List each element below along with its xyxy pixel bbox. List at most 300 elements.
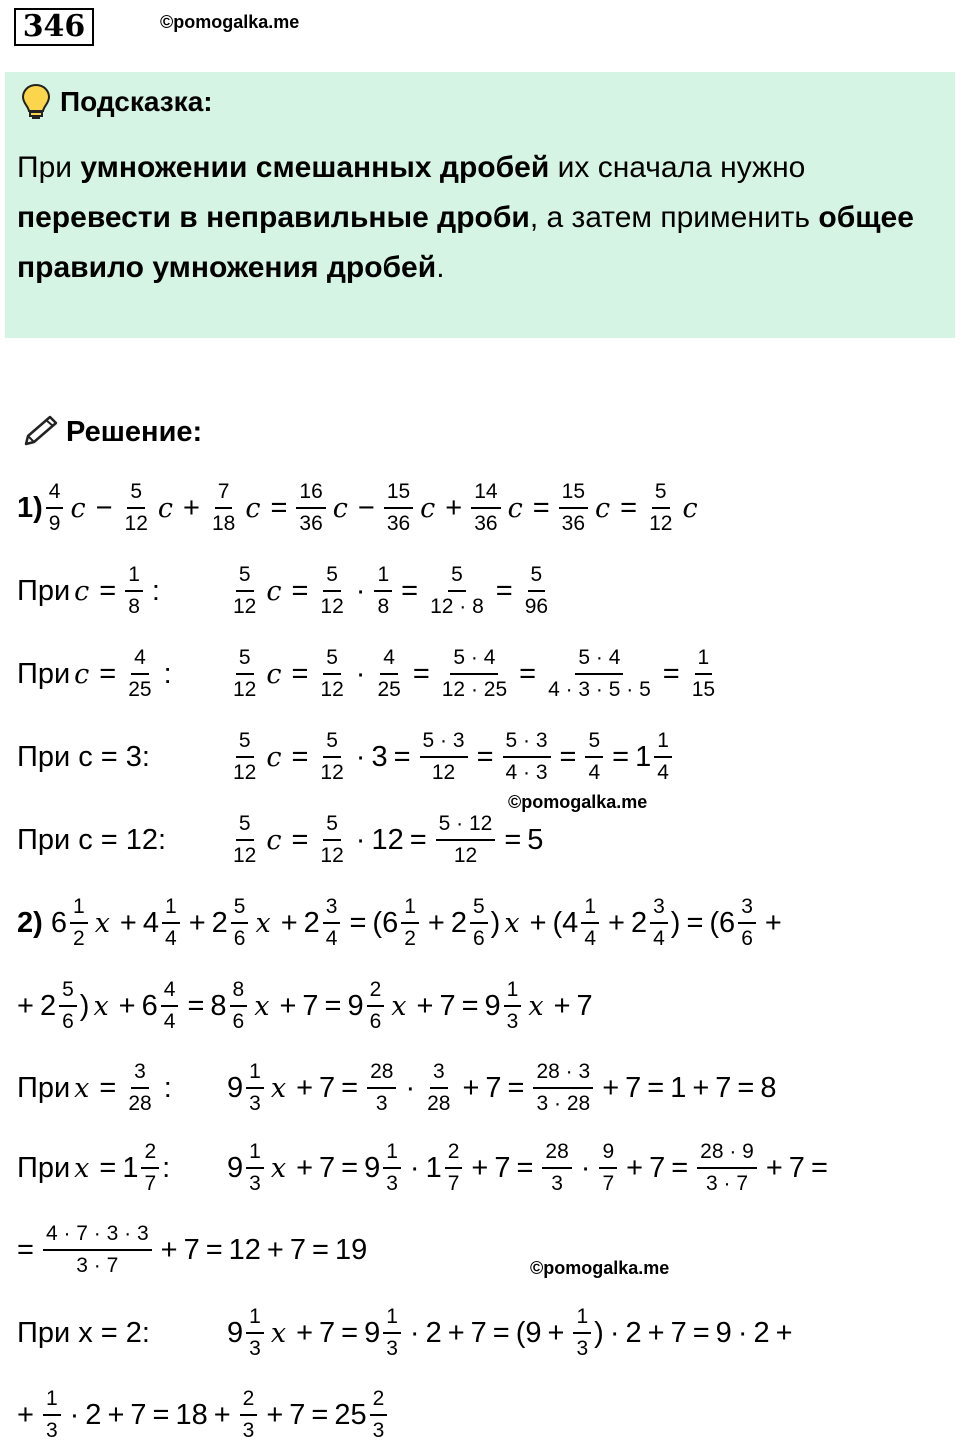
operator: +: [183, 491, 200, 524]
numerator: 28: [367, 1060, 396, 1089]
math-token: 8: [210, 989, 227, 1022]
fraction: [439, 646, 510, 702]
number: 5: [527, 823, 544, 856]
fraction: [503, 729, 551, 785]
variable: x: [391, 990, 407, 1022]
math-token: 7: [715, 1071, 732, 1104]
denominator: 12: [320, 844, 344, 867]
pri-label: При: [17, 740, 71, 773]
math-token: 18: [175, 1398, 208, 1431]
numerator: 28 · 9: [697, 1140, 757, 1169]
operator: =: [270, 491, 288, 524]
numerator: 1: [695, 646, 713, 675]
operator: =: [311, 1398, 329, 1431]
operator: =: [559, 740, 577, 773]
watermark: ©pomogalka.me: [508, 792, 648, 812]
math-token: 6: [141, 989, 158, 1022]
operator: ·: [405, 1071, 416, 1104]
variable: c: [595, 492, 611, 524]
fraction: [504, 978, 522, 1034]
denominator: 4: [584, 927, 596, 950]
math-token: 4: [142, 906, 159, 939]
math-line-c-1-8: [17, 556, 917, 626]
hint-title-text: Подсказка:: [60, 86, 213, 117]
denominator: 3: [551, 1172, 563, 1195]
fraction: [317, 646, 346, 702]
fraction: [581, 895, 599, 951]
numerator: 5 · 12: [436, 812, 496, 841]
denominator: 25: [128, 678, 152, 701]
numerator: 2: [370, 1387, 388, 1416]
denominator: 12: [233, 761, 257, 784]
numerator: 1: [246, 1140, 264, 1169]
expression: [227, 1133, 834, 1203]
fraction: [436, 812, 496, 868]
variable: x: [254, 990, 270, 1022]
math-token: 7: [439, 989, 456, 1022]
denominator: 36: [474, 512, 498, 535]
denominator: 12: [320, 595, 344, 618]
fraction: [383, 1140, 401, 1196]
math-token: 8: [760, 1071, 777, 1104]
math-token: 7: [494, 1151, 511, 1184]
denominator: 25: [377, 678, 401, 701]
fraction: [522, 563, 551, 619]
operator: :: [163, 657, 172, 690]
denominator: 3: [576, 1337, 589, 1360]
numerator: 1: [162, 895, 180, 924]
fraction: [122, 480, 151, 536]
operator: =: [495, 574, 513, 607]
math-token: 9: [227, 1316, 244, 1349]
math-token: (: [372, 906, 383, 939]
numerator: 2: [240, 1387, 258, 1416]
fraction: [383, 1305, 401, 1361]
math-token: 9: [227, 1151, 244, 1184]
fraction: [374, 563, 392, 619]
hint-bold: общее правило умножения дробей: [17, 201, 914, 284]
operator: =: [612, 740, 630, 773]
operator: =: [341, 1151, 359, 1184]
numerator: 28: [542, 1140, 571, 1169]
math-token: 1: [425, 1151, 442, 1184]
part-label: 2): [17, 906, 43, 939]
operator: +: [692, 1071, 710, 1104]
operator: =: [647, 1071, 665, 1104]
operator: +: [416, 989, 434, 1022]
math-token: 7: [485, 1071, 502, 1104]
denominator: 4: [165, 927, 177, 950]
math-token: (: [552, 906, 563, 939]
math-line-x-1-2-7-cont: [17, 1215, 367, 1285]
watermark: ©pomogalka.me: [160, 12, 300, 32]
numerator: 9: [599, 1140, 617, 1169]
numerator: 5: [323, 563, 341, 592]
math-token: :: [162, 1151, 171, 1184]
numerator: 15: [384, 480, 413, 509]
expression: [227, 639, 721, 709]
denominator: 12: [649, 512, 673, 535]
numerator: 2: [141, 1140, 159, 1169]
fraction: [230, 812, 259, 868]
math-line-c-12: [17, 805, 917, 875]
expression: [227, 556, 554, 626]
hint-text-part: , а затем применить: [529, 201, 819, 234]
fraction: [70, 895, 88, 951]
operator: =: [393, 740, 411, 773]
denominator: 3: [249, 1092, 261, 1115]
operator: =: [620, 491, 638, 524]
fraction: [162, 895, 180, 951]
fraction: [59, 978, 77, 1034]
denominator: 3: [242, 1419, 255, 1442]
operator: :: [163, 1071, 172, 1104]
variable: x: [74, 1152, 90, 1184]
numerator: 5: [236, 563, 254, 592]
operator: =: [810, 1151, 828, 1184]
numerator: 5 · 4: [450, 646, 498, 675]
fraction: [240, 1387, 258, 1443]
fraction: [43, 1222, 152, 1278]
math-token: 7: [319, 1316, 336, 1349]
operator: =: [99, 574, 117, 607]
math-token: 1: [122, 1151, 139, 1184]
denominator: 12: [233, 844, 257, 867]
fraction: [46, 480, 64, 536]
operator: ·: [355, 574, 366, 607]
variable: c: [682, 492, 698, 524]
number: 1: [635, 740, 652, 773]
variable: x: [270, 1152, 287, 1184]
expression: [227, 1053, 777, 1123]
variable: c: [507, 492, 523, 524]
math-token: 6: [50, 906, 67, 939]
fraction: [738, 895, 756, 951]
numerator: 28 · 3: [533, 1060, 593, 1089]
fraction: [317, 563, 346, 619]
operator: +: [553, 989, 571, 1022]
operator: :: [151, 574, 160, 607]
operator: +: [775, 1316, 793, 1349]
number: 12: [371, 823, 404, 856]
fraction: [161, 978, 179, 1034]
numerator: 4: [131, 646, 149, 675]
math-line-c-4-25: [17, 639, 917, 709]
operator: =: [99, 1151, 117, 1184]
fraction: [209, 480, 238, 536]
math-token: ): [594, 1316, 604, 1349]
operator: =: [291, 657, 309, 690]
fraction: [646, 480, 675, 536]
denominator: 3 · 7: [76, 1254, 119, 1277]
hint-bold: перевести в неправильные дроби: [17, 201, 530, 234]
variable: x: [74, 1072, 90, 1104]
fraction: [542, 1140, 571, 1196]
variable: c: [266, 658, 282, 690]
operator: =: [671, 1151, 689, 1184]
math-token: 2: [425, 1316, 442, 1349]
numerator: 5: [448, 563, 466, 592]
math-token: ): [490, 906, 501, 939]
numerator: 1: [654, 729, 672, 758]
math-token: 2: [211, 906, 228, 939]
operator: +: [296, 1316, 313, 1349]
operator: +: [296, 1151, 313, 1184]
operator: ·: [737, 1316, 748, 1349]
math-token: 9: [347, 989, 364, 1022]
pri-label: При: [17, 574, 71, 607]
numerator: 2: [445, 1140, 463, 1169]
numerator: 1: [43, 1387, 61, 1416]
operator: =: [99, 657, 117, 690]
fraction: [246, 1140, 264, 1196]
operator: −: [357, 491, 375, 524]
number: 3: [371, 740, 388, 773]
operator: =: [461, 989, 479, 1022]
math-token: 6: [719, 906, 736, 939]
numerator: 1: [246, 1060, 264, 1089]
math-token: 6: [382, 906, 399, 939]
denominator: 36: [561, 512, 586, 535]
numerator: 5: [323, 812, 341, 841]
operator: =: [401, 574, 419, 607]
math-line-x-3-28: [17, 1053, 917, 1123]
operator: =: [291, 823, 309, 856]
hint-text-part: .: [436, 251, 445, 284]
math-token: 2: [450, 906, 467, 939]
fraction: [317, 812, 346, 868]
denominator: 2: [73, 927, 85, 950]
numerator: 3: [650, 895, 668, 924]
fraction: [125, 563, 143, 619]
denominator: 4: [325, 927, 338, 950]
operator: +: [296, 1071, 313, 1104]
operator: +: [279, 989, 297, 1022]
math-token: 9: [364, 1316, 381, 1349]
math-line-1: [17, 473, 702, 543]
fraction: [599, 1140, 617, 1196]
fraction: [230, 563, 259, 619]
fraction: [471, 480, 500, 536]
numerator: 5 · 3: [420, 729, 468, 758]
hint-text-part: При: [17, 151, 81, 184]
variable: c: [266, 741, 282, 773]
operator: =: [349, 906, 367, 939]
operator: −: [95, 491, 113, 524]
operator: +: [160, 1233, 178, 1266]
denominator: 18: [211, 512, 236, 535]
fraction: [230, 978, 248, 1034]
math-token: 9: [364, 1151, 381, 1184]
fraction: [296, 480, 325, 536]
denominator: 12: [233, 678, 257, 701]
numerator: 8: [230, 978, 248, 1007]
fraction: [370, 1387, 388, 1443]
operator: +: [17, 1398, 34, 1431]
denominator: 3: [506, 1010, 519, 1033]
operator: +: [213, 1398, 231, 1431]
operator: ·: [609, 1316, 620, 1349]
operator: =: [519, 657, 537, 690]
numerator: 2: [367, 978, 385, 1007]
operator: ·: [409, 1316, 420, 1349]
numerator: 5: [231, 895, 249, 924]
operator: +: [647, 1316, 665, 1349]
variable: c: [420, 492, 436, 524]
math-token: 2: [85, 1398, 102, 1431]
math-token: 7: [183, 1233, 200, 1266]
operator: +: [427, 906, 445, 939]
numerator: 14: [471, 480, 500, 509]
numerator: 1: [504, 978, 522, 1007]
numerator: 5: [585, 729, 603, 758]
fraction: [654, 729, 672, 785]
math-token: (: [515, 1316, 526, 1349]
denominator: 12: [453, 844, 478, 867]
math-token: 2: [753, 1316, 770, 1349]
solution-title-text: Решение:: [66, 415, 203, 448]
numerator: 4 · 7 · 3 · 3: [43, 1222, 152, 1251]
variable: c: [332, 492, 348, 524]
math-token: 9: [484, 989, 501, 1022]
math-line-2a: [17, 888, 788, 958]
operator: =: [187, 989, 205, 1022]
fraction: [559, 480, 588, 536]
numerator: 1: [383, 1140, 401, 1169]
numerator: 5: [236, 646, 254, 675]
variable: x: [270, 1317, 287, 1349]
math-token: 12: [228, 1233, 261, 1266]
math-token: ): [670, 906, 681, 939]
math-token: 7: [319, 1151, 336, 1184]
fraction: [650, 895, 668, 951]
variable: x: [270, 1072, 287, 1104]
denominator: 8: [377, 595, 390, 618]
variable: x: [504, 907, 520, 939]
math-token: 9: [715, 1316, 732, 1349]
fraction: [246, 1060, 264, 1116]
hint-bold: умножении смешанных дробей: [80, 151, 550, 184]
operator: =: [291, 574, 309, 607]
operator: +: [445, 491, 463, 524]
numerator: 5: [127, 480, 145, 509]
math-token: 2: [39, 989, 57, 1022]
fraction: [697, 1140, 757, 1196]
operator: =: [152, 1398, 170, 1431]
fraction: [689, 646, 718, 702]
math-token: 19: [334, 1233, 368, 1266]
numerator: 5: [323, 729, 341, 758]
numerator: 5 · 4: [575, 646, 623, 675]
math-token: 7: [649, 1151, 666, 1184]
math-token: 7: [319, 1071, 336, 1104]
math-line-2b: [17, 971, 593, 1041]
denominator: 15: [691, 678, 716, 701]
pencil-icon: [20, 414, 60, 450]
numerator: 1: [401, 895, 419, 924]
numerator: 1: [70, 895, 88, 924]
numerator: 7: [215, 480, 233, 509]
denominator: 6: [62, 1010, 74, 1033]
denominator: 12: [320, 761, 344, 784]
denominator: 9: [48, 512, 61, 535]
task-number: 346: [14, 8, 94, 46]
operator: +: [471, 1151, 489, 1184]
denominator: 28: [128, 1092, 152, 1115]
math-token: 7: [576, 989, 593, 1022]
math-token: x = 2:: [78, 1316, 150, 1349]
math-token: 7: [302, 989, 319, 1022]
fraction: [246, 1305, 264, 1361]
numerator: 4: [46, 480, 64, 509]
denominator: 3: [372, 1419, 385, 1442]
expression: [227, 722, 675, 792]
numerator: 5: [470, 895, 488, 924]
operator: =: [504, 823, 522, 856]
math-token: 2: [303, 906, 320, 939]
operator: =: [341, 1071, 359, 1104]
solution-title: [20, 410, 202, 454]
math-token: 2: [625, 1316, 642, 1349]
operator: +: [447, 1316, 465, 1349]
fraction: [374, 646, 403, 702]
operator: =: [507, 1071, 525, 1104]
denominator: 2: [404, 927, 416, 950]
operator: +: [626, 1151, 644, 1184]
math-token: 7: [130, 1398, 147, 1431]
variable: x: [93, 990, 109, 1022]
math-token: 9: [227, 1071, 244, 1104]
fraction: [230, 646, 259, 702]
fraction: [424, 1060, 453, 1116]
fraction: [141, 1140, 159, 1196]
denominator: 12: [320, 678, 344, 701]
variable: c: [74, 658, 90, 690]
fraction: [230, 729, 259, 785]
numerator: 5: [652, 480, 670, 509]
math-line-c-3: [17, 722, 917, 792]
math-line-x-1-2-7: [17, 1133, 917, 1203]
operator: =: [476, 740, 494, 773]
variable: c: [74, 575, 90, 607]
denominator: 3: [375, 1092, 388, 1115]
math-token: 9: [525, 1316, 542, 1349]
numerator: 5: [236, 729, 254, 758]
denominator: 3: [386, 1337, 398, 1360]
numerator: 3: [738, 895, 756, 924]
denominator: 4: [653, 927, 665, 950]
fraction: [231, 895, 249, 951]
fraction: [323, 895, 341, 951]
denominator: 12: [233, 595, 257, 618]
denominator: 12: [431, 761, 456, 784]
operator: ·: [355, 740, 366, 773]
math-token: 2: [630, 906, 648, 939]
numerator: 1: [581, 895, 599, 924]
fraction: [470, 895, 488, 951]
operator: =: [412, 657, 430, 690]
denominator: 28: [427, 1092, 451, 1115]
denominator: 3 · 28: [536, 1092, 591, 1115]
numerator: 16: [296, 480, 325, 509]
math-token: ): [79, 989, 90, 1022]
denominator: 4: [163, 1010, 176, 1033]
numerator: 1: [383, 1305, 401, 1334]
denominator: 7: [144, 1172, 157, 1195]
math-line-x-2: [17, 1298, 917, 1368]
denominator: 6: [472, 927, 485, 950]
denominator: 4 · 3: [505, 761, 548, 784]
